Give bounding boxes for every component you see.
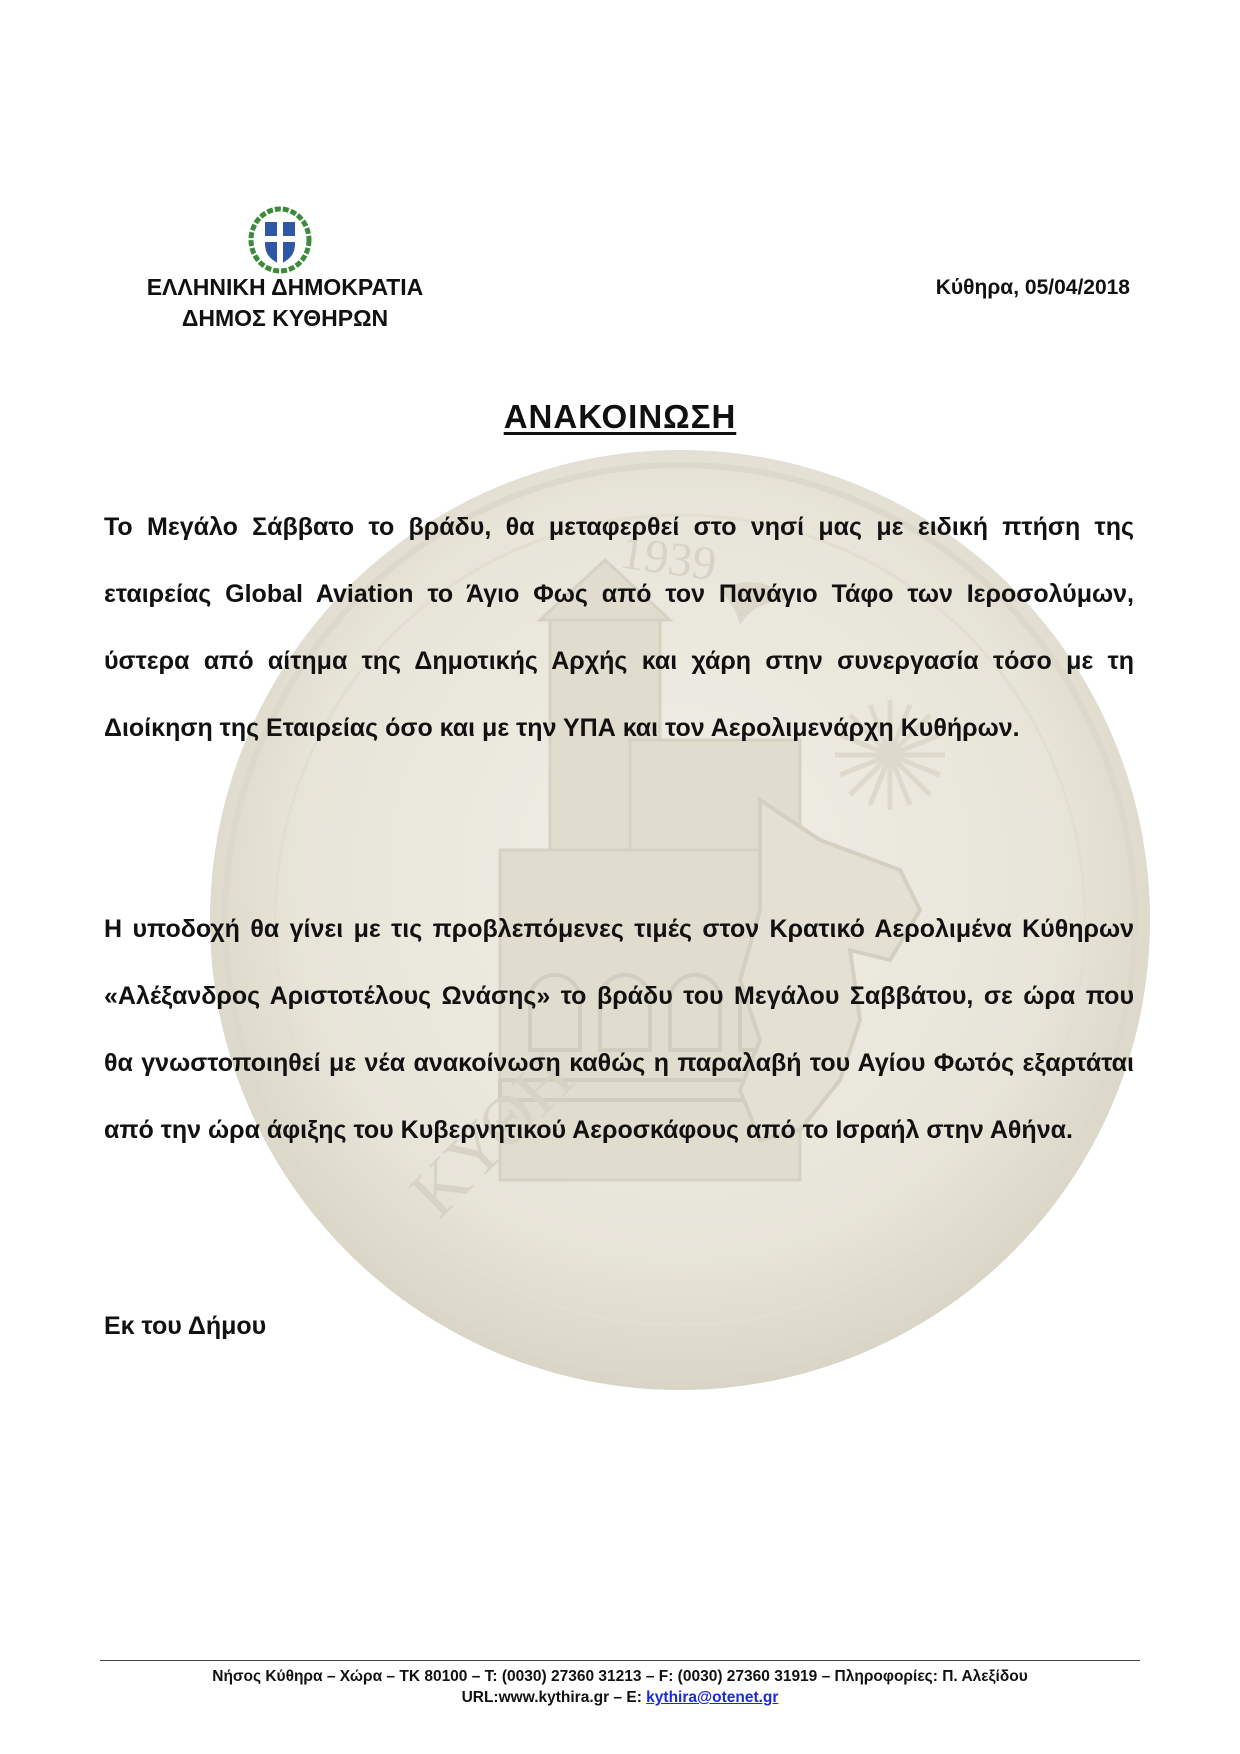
document-title: ΑΝΑΚΟΙΝΩΣΗ [503, 398, 737, 435]
state-name: ΕΛΛΗΝΙΚΗ ΔΗΜΟΚΡΑΤΙΑ [146, 274, 424, 300]
footer-divider [100, 1660, 1140, 1661]
municipality-name: ΔΗΜΟΣ ΚΥΘΗΡΩΝ [181, 305, 389, 331]
place-date: Κύθηρα, 05/04/2018 [935, 276, 1130, 299]
signoff: Εκ του Δήμου [104, 1312, 267, 1340]
issuer-block [110, 272, 460, 334]
footer [0, 1666, 1240, 1708]
greek-coat-of-arms-icon [248, 206, 312, 276]
footer-web-line [0, 1687, 1240, 1708]
paragraph-2: Η υποδοχή θα γίνει με τις προβλεπόμενες τιμές στον Κρατικό Αερολιμένα Κύθηρων «Αλέξανδρος Αριστοτέλους Ωνάσης» το βράδυ του Μεγάλου Σαββάτου, σε ώρα που θα γνωστοποιηθεί με νέα ανακοίνωση καθώς η παραλαβή του Αγίου Φωτός εξαρτάται από την ώρα άφιξης του Κυβερνητικού Αεροσκάφους από το Ισραήλ στην Αθήνα. [104, 915, 1134, 1144]
email-link[interactable]: kythira@otenet.gr [646, 1689, 779, 1706]
footer-url-text: URL:www.kythira.gr – E: [461, 1689, 647, 1706]
footer-contact-line: Νήσος Κύθηρα – Χώρα – ΤΚ 80100 – Τ: (0030) 27360 31213 – F: (0030) 27360 31919 – Πληροφορίες: Π. Αλεξίδου [212, 1668, 1028, 1685]
svg-text:1939: 1939 [617, 525, 720, 592]
paragraph-1: Το Μεγάλο Σάββατο το βράδυ, θα μεταφερθεί στο νησί μας με ειδική πτήση της εταιρείας Global Aviation το Άγιο Φως από τον Πανάγιο Τάφο των Ιεροσολύμων, ύστερα από αίτημα της Δημοτικής Αρχής και χάρη στην συνεργασία τόσο με τη Διοίκηση της Εταιρείας όσο και με την ΥΠΑ και τον Αερολιμενάρχη Κυθήρων. [104, 513, 1134, 742]
svg-text:ΚΥΘΗ: ΚΥΘΗ [395, 1039, 589, 1233]
